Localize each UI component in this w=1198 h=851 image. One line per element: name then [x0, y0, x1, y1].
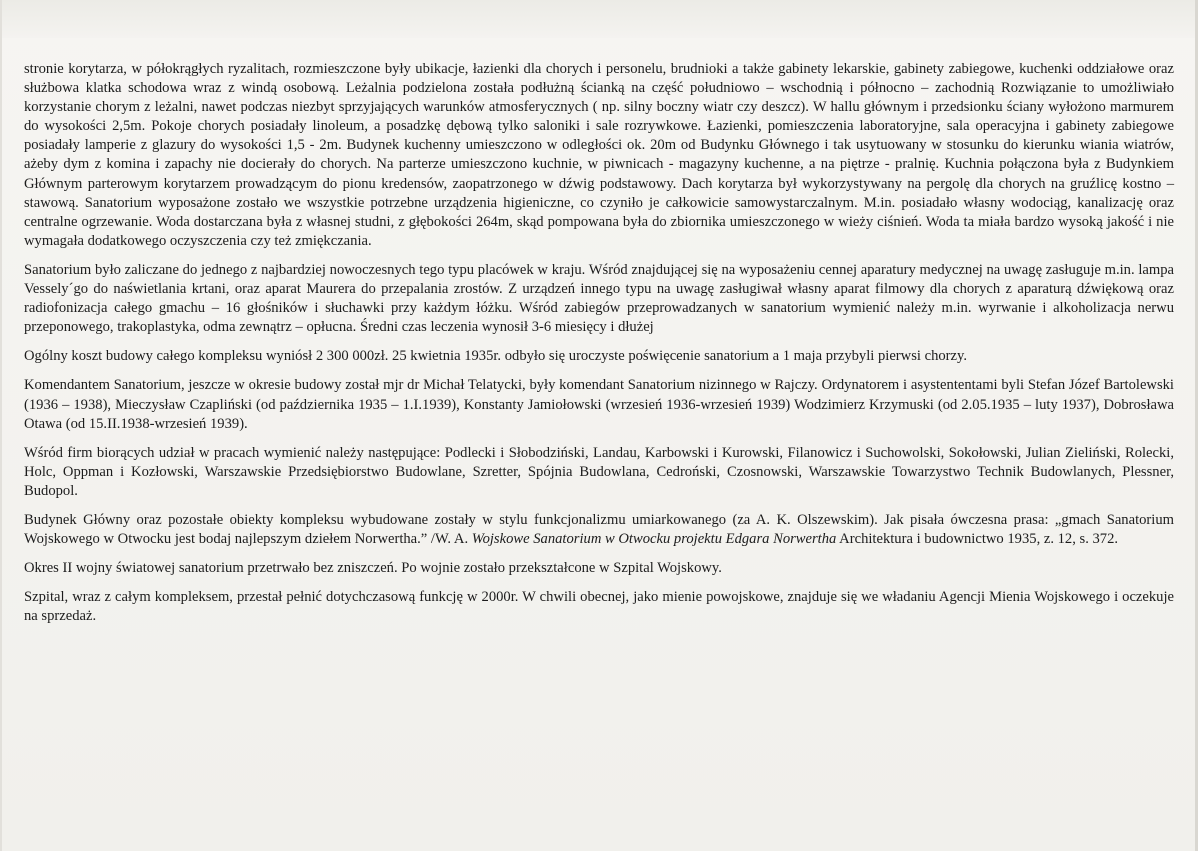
paragraph-equipment: Sanatorium było zaliczane do jednego z najbardziej nowoczesnych tego typu placówek w kraju. Wśród znajdującej się na wyposażeniu cennej aparatury medycznej na uwagę zasługuje m.in. lampa Vessely´go do naświetlania krtani, oraz aparat Maurera do przepalania zrostów. Z urządzeń innego typu na uwagę zasługiwał własny aparat filmowy dla chorych z aparaturą dźwiękową oraz radiofonizacja całego gmachu – 16 głośników i słuchawki przy każdym łóżku. Wśród zabiegów przeprowadzanych w sanatorium wymienić należy m.in. wyrwanie i alkoholizacja nerwu przeponowego, trakoplastyka, odma zewnątrz – opłucna. Średni czas leczenia wynosił 3-6 miesięcy i dłużej	[24, 261, 1174, 336]
paragraph-current-status: Szpital, wraz z całym kompleksem, przestał pełnić dotychczasową funkcję w 2000r. W chwili obecnej, jako mienie powojskowe, znajduje się we władaniu Agencji Mienia Wojskowego i oczekuje na sprzedaż.	[24, 589, 1174, 625]
page-top-edge	[2, 0, 1195, 38]
paragraph-war: Okres II wojny światowej sanatorium przetrwało bez zniszczeń. Po wojnie zostało przekształcone w Szpital Wojskowy.	[24, 560, 722, 577]
paragraph-staff: Komendantem Sanatorium, jeszcze w okresie budowy został mjr dr Michał Telatycki, były komendant Sanatorium nizinnego w Rajczy. Ordynatorem i asystententami byli Stefan Józef Bartolewski (1936 – 1938), Mieczysław Czapliński (od października 1935 – 1.I.1939), Konstanty Jamiołowski (wrzesień 1936-wrzesień 1939) Wodzimierz Krzymuski (od 2.05.1935 – luty 1937), Dobrosława Otawa (od 15.II.1938-wrzesień 1939).	[24, 377, 1174, 432]
paragraph-firms: Wśród firm biorących udział w pracach wymienić należy następujące: Podlecki i Słobodziński, Landau, Karbowski i Kurowski, Filanowicz i Suchowolski, Sokołowski, Julian Zieliński, Rolecki, Holc, Oppman i Kozłowski, Warszawskie Przedsiębiorstwo Budowlane, Szretter, Spójnia Budowlana, Cedroński, Czosnowski, Warszawskie Towarzystwo Technik Budowlanych, Plessner, Budopol.	[24, 444, 1174, 499]
document-text	[24, 60, 1174, 636]
paragraph-style-text: Budynek Główny oraz pozostałe obiekty kompleksu wybudowane zostały w stylu funkcjonalizmu umiarkowanego (za A. K. Olszewskim). Jak pisała ówczesna prasa: „gmach Sanatorium Wojskowego w Otwocku jest bodaj najlepszym dziełem Norwertha.” /W. A.	[24, 511, 1174, 548]
paragraph-style-citation-source: Architektura i budownictwo 1935, z. 12, s. 372.	[836, 531, 1119, 548]
paragraph-cost: Ogólny koszt budowy całego kompleksu wyniósł 2 300 000zł. 25 kwietnia 1935r. odbyło się uroczyste poświęcenie sanatorium a 1 maja przybyli pierwsi chorzy.	[24, 348, 967, 365]
paragraph-style	[24, 511, 1174, 549]
paragraph-style-citation-title: Wojskowe Sanatorium w Otwocku projektu Edgara Norwertha	[471, 531, 837, 548]
paragraph-facilities: stronie korytarza, w półokrągłych ryzalitach, rozmieszczone były ubikacje, łazienki dla chorych i personelu, brudnioki a także gabinety lekarskie, gabinety zabiegowe, kuchenki oddziałowe oraz służbowa klatka schodowa wraz z windą osobową. Leżalnia podzielona została podłużną ścianką na część południowo – wschodnią i północno – zachodnią Rozwiązanie to umożliwiało korzystanie chorym z leżalni, nawet podczas niezbyt sprzyjających warunków atmosferycznych ( np. silny boczny wiatr czy deszcz). W hallu głównym i przedsionku ściany wyłożono marmurem do wysokości 2,5m. Pokoje chorych posiadały linoleum, a posadzkę dębową tylko saloniki i sale rozrywkowe. Łazienki, pomieszczenia laboratoryjne, sala operacyjna i gabinety zabiegowe posiadały lamperie z glazury do wysokości 1,5 - 2m. Budynek kuchenny umieszczono w odległości ok. 20m od Budynku Głównego i tak usytuowany w stosunku do kierunku wiania wiatrów, ażeby dym z komina i zapachy nie docierały do chorych. Na parterze umieszczono kuchnie, w piwnicach - magazyny kuchenne, a na piętrze - pralnię. Kuchnia połączona była z Budynkiem Głównym parterowym korytarzem prowadzącym do pionu kredensów, zaopatrzonego w dźwig podstawowy. Dach korytarza był wykorzystywany na pergolę dla chorych na gruźlicę kostno – stawową. Sanatorium wyposażone zostało we wszystkie potrzebne urządzenia higieniczne, co czyniło je całkowicie samowystarczalnym. M.in. posiadało własny wodociąg, kanalizację oraz centralne ogrzewanie. Woda dostarczana była z własnej studni, z głębokości 264m, skąd pompowana była do zbiornika umieszczonego w wieży ciśnień. Woda ta miała bardzo wysoką jakość i nie wymagała dodatkowego oczyszczenia czy też zmiękczania.	[24, 61, 1174, 249]
